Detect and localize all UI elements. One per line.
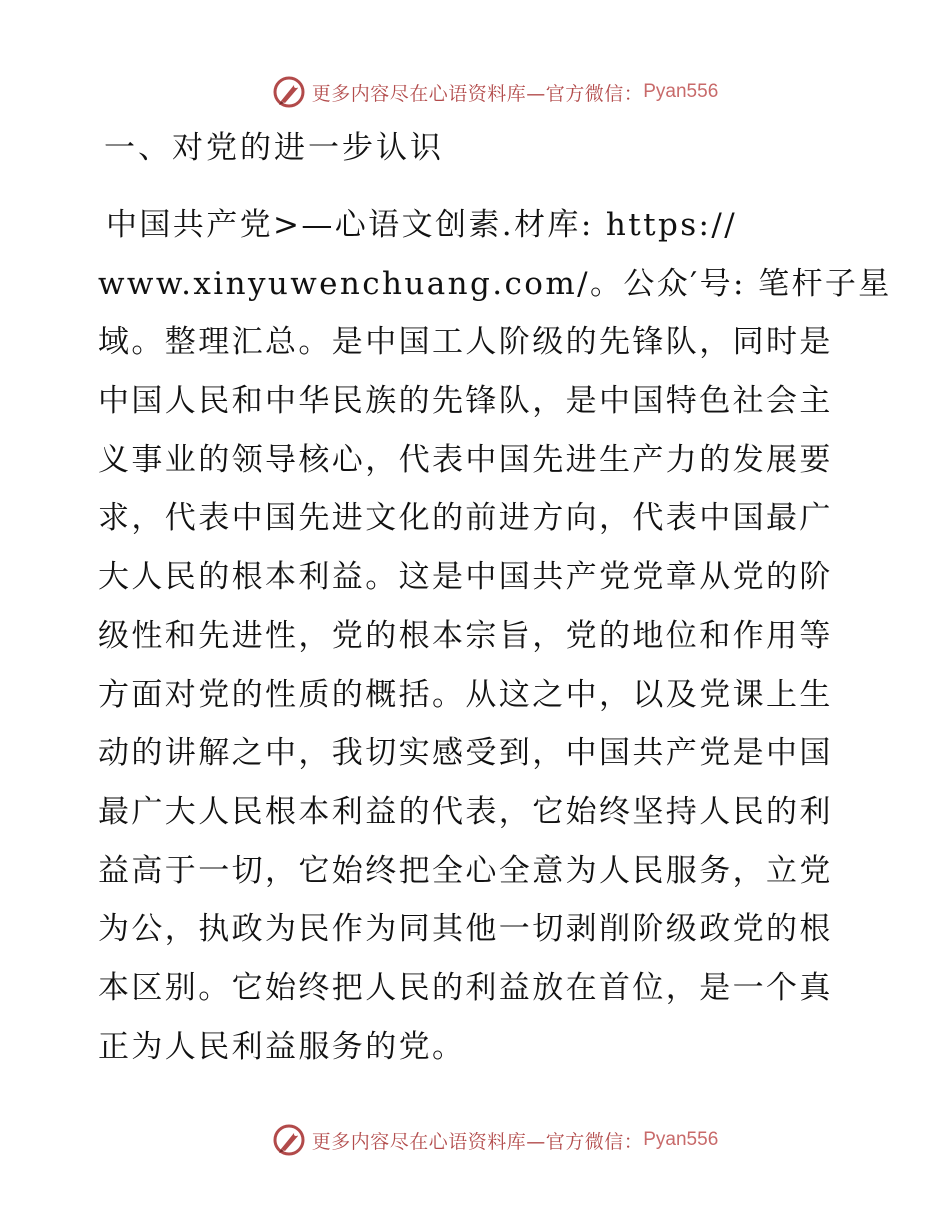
header-watermark — [0, 72, 950, 112]
paragraph-line: 方面对党的性质的概括。从这之中，以及党课上生 — [98, 676, 833, 713]
paragraph-line: 益高于一切，它始终把全心全意为人民服务，立党 — [98, 852, 833, 889]
paragraph-line: www.xinyuwenchuang.com/。公众′号: 笔杆子星 — [98, 265, 892, 302]
header-watermark-content — [272, 75, 719, 109]
paragraph-line: 为公，执政为民作为同其他一切剥削阶级政党的根 — [98, 911, 833, 948]
footer-watermark-content — [272, 1123, 719, 1157]
pen-logo-icon — [272, 1123, 306, 1157]
body-paragraph — [98, 196, 892, 1076]
paragraph-line: 中国人民和中华民族的先锋队，是中国特色社会主 — [98, 383, 833, 420]
watermark-wechat-id: Pyan556 — [643, 1129, 719, 1150]
watermark-text: 更多内容尽在心语资料库—官方微信： — [311, 82, 644, 105]
paragraph-line: 义事业的领导核心，代表中国先进生产力的发展要 — [98, 441, 833, 478]
paragraph-line: 本区别。它始终把人民的利益放在首位，是一个真 — [98, 969, 833, 1006]
paragraph-line: 正为人民利益服务的党。 — [98, 1028, 466, 1065]
watermark-text: 更多内容尽在心语资料库—官方微信： — [311, 1130, 644, 1153]
paragraph-line: 级性和先进性，党的根本宗旨，党的地位和作用等 — [98, 617, 833, 654]
paragraph-line: 动的讲解之中，我切实感受到，中国共产党是中国 — [98, 735, 833, 772]
paragraph-line: 大人民的根本利益。这是中国共产党党章从党的阶 — [98, 559, 833, 596]
footer-watermark — [0, 1120, 950, 1160]
section-heading: 一、对党的进一步认识 — [104, 130, 444, 166]
watermark-wechat-id: Pyan556 — [643, 81, 719, 102]
paragraph-line: 求，代表中国先进文化的前进方向，代表中国最广 — [98, 500, 833, 537]
paragraph-line: 中国共产党>—心语文创素.材库: https:// — [106, 207, 738, 243]
pen-logo-icon — [272, 75, 306, 109]
paragraph-line: 最广大人民根本利益的代表，它始终坚持人民的利 — [98, 793, 833, 830]
paragraph-line: 域。整理汇总。是中国工人阶级的先锋队，同时是 — [98, 324, 833, 361]
